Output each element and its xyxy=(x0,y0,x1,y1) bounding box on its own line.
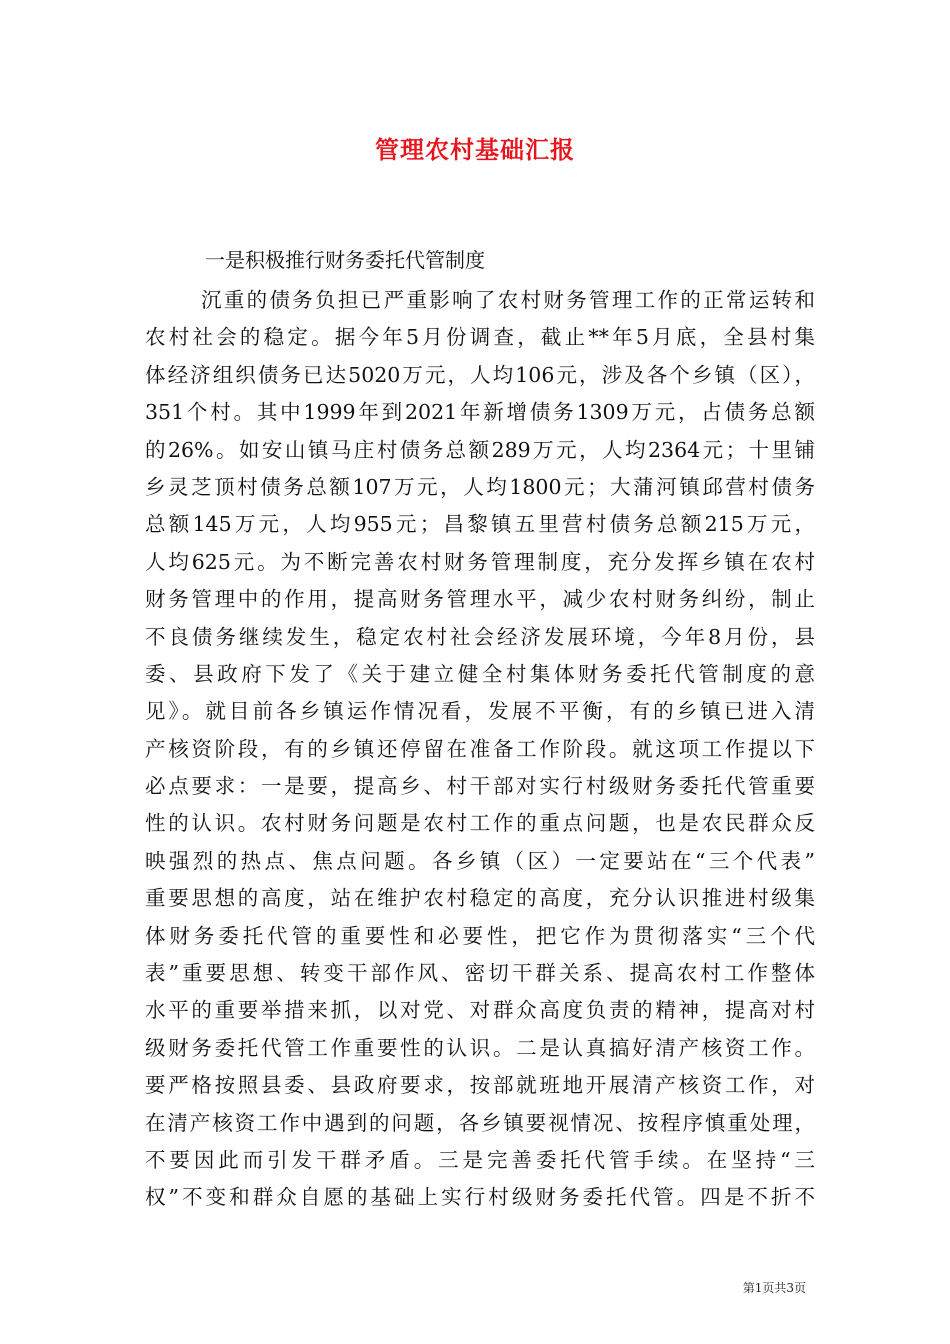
paragraph-line: 映强烈的热点、焦点问题。各乡镇（区）一定要站在“三个代表” xyxy=(145,848,815,873)
paragraph-line: 不要因此而引发干群矛盾。三是完善委托代管手续。在坚持“三 xyxy=(145,1147,815,1172)
paragraph-line: 农村社会的稳定。据今年5月份调查，截止**年5月底，全县村集 xyxy=(145,325,815,350)
paragraph-line: 总额145万元，人均955元；昌黎镇五里营村债务总额215万元， xyxy=(145,512,815,537)
paragraph-line: 性的认识。农村财务问题是农村工作的重点问题，也是农民群众反 xyxy=(145,811,815,836)
paragraph-line: 沉重的债务负担已严重影响了农村财务管理工作的正常运转和 xyxy=(201,288,815,312)
page-number: 第1页共3页 xyxy=(742,1281,806,1295)
paragraph-line: 351个村。其中1999年到2021年新增债务1309万元，占债务总额 xyxy=(145,400,815,425)
paragraph-line: 乡灵芝顶村债务总额107万元，人均1800元；大蒲河镇邱营村债务 xyxy=(145,474,815,499)
paragraph-line: 人均625元。为不断完善农村财务管理制度，充分发挥乡镇在农村 xyxy=(145,549,815,574)
paragraph-line: 必点要求：一是要，提高乡、村干部对实行村级财务委托代管重要 xyxy=(145,774,815,799)
section-heading: 一是积极推行财务委托代管制度 xyxy=(205,248,485,272)
paragraph-line: 体经济组织债务已达5020万元，人均106元，涉及各个乡镇（区）， xyxy=(145,362,815,387)
paragraph-line: 体财务委托代管的重要性和必要性，把它作为贯彻落实“三个代 xyxy=(145,923,815,948)
paragraph-line: 水平的重要举措来抓，以对党、对群众高度负责的精神，提高对村 xyxy=(145,998,815,1023)
paragraph-line: 财务管理中的作用，提高财务管理水平，减少农村财务纠纷，制止 xyxy=(145,587,815,612)
paragraph-line: 重要思想的高度，站在维护农村稳定的高度，充分认识推进村级集 xyxy=(145,886,815,911)
paragraph-line: 在清产核资工作中遇到的问题，各乡镇要视情况、按程序慎重处理， xyxy=(145,1110,815,1135)
paragraph-line: 要严格按照县委、县政府要求，按部就班地开展清产核资工作，对 xyxy=(145,1073,815,1098)
document-title: 管理农村基础汇报 xyxy=(375,135,575,164)
body-paragraph xyxy=(145,282,815,1217)
paragraph-line: 级财务委托代管工作重要性的认识。二是认真搞好清产核资工作。 xyxy=(145,1035,815,1060)
paragraph-line: 权”不变和群众自愿的基础上实行村级财务委托代管。四是不折不 xyxy=(145,1185,815,1210)
paragraph-line: 的26%。如安山镇马庄村债务总额289万元，人均2364元；十里铺 xyxy=(145,437,815,462)
paragraph-line: 见》。就目前各乡镇运作情况看，发展不平衡，有的乡镇已进入清 xyxy=(145,699,815,724)
paragraph-line: 不良债务继续发生，稳定农村社会经济发展环境，今年8月份，县 xyxy=(145,624,815,649)
paragraph-line: 产核资阶段，有的乡镇还停留在准备工作阶段。就这项工作提以下 xyxy=(145,736,815,761)
paragraph-line: 委、县政府下发了《关于建立健全村集体财务委托代管制度的意 xyxy=(145,661,815,686)
paragraph-line: 表”重要思想、转变干部作风、密切干群关系、提高农村工作整体 xyxy=(145,961,815,986)
